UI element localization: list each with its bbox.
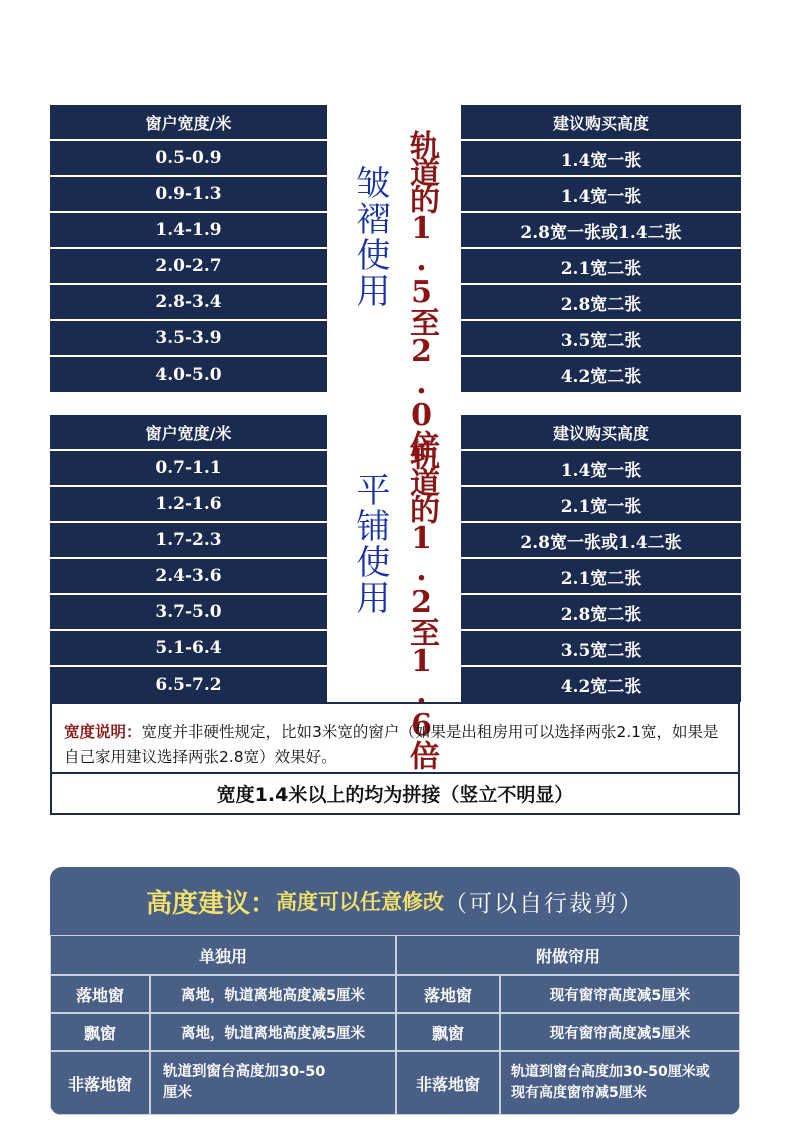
table-cell: 2.8宽一张或1.4二张 [461,523,741,557]
table-cell: 2.0-2.7 [50,249,327,283]
col-header-standalone: 单独用 [50,935,396,975]
table-cell: 1.4宽一张 [461,141,741,175]
table-cell: 2.1宽二张 [461,249,741,283]
table1-right [461,105,741,392]
table-cell: 2.4-3.6 [50,559,327,593]
row-type-right: 非落地窗 [396,1051,500,1115]
width-note-footer: 宽度1.4米以上的均为拼接（竖立不明显） [50,772,740,815]
height-title-bold: 高度建议： [145,888,276,919]
table2-side-label: 平铺使用 [350,472,390,616]
row-value-left: 轨道到窗台高度加30-50厘米 [150,1051,396,1115]
row-type-left: 非落地窗 [50,1051,150,1115]
table1-left [50,105,327,392]
table2-right [461,415,741,702]
table-cell: 3.5-3.9 [50,321,327,355]
table-cell: 1.4宽一张 [461,177,741,211]
table-cell: 4.2宽二张 [461,357,741,392]
table-cell: 3.5宽二张 [461,631,741,665]
height-panel [50,867,740,1115]
table-cell: 2.1宽一张 [461,487,741,521]
table-cell: 1.4宽一张 [461,451,741,485]
row-value-right: 轨道到窗台高度加30-50厘米或现有高度窗帘减5厘米 [500,1051,740,1115]
row-value-left: 离地，轨道离地高度减5厘米 [150,1013,396,1051]
height-title-paren: （可以自行裁剪） [444,890,644,917]
table-cell: 3.7-5.0 [50,595,327,629]
table1-right-header: 建议购买高度 [461,105,741,139]
table-cell: 2.8宽二张 [461,285,741,319]
table-cell: 2.8-3.4 [50,285,327,319]
table-cell: 1.7-2.3 [50,523,327,557]
table2-ratio-label: 轨道的1.2至1.6倍 [404,440,439,767]
height-panel-title [50,867,740,935]
table-cell: 0.7-1.1 [50,451,327,485]
row-value-right: 现有窗帘高度减5厘米 [500,1013,740,1051]
row-type-right: 落地窗 [396,975,500,1013]
col-header-with-curtain: 附做帘用 [396,935,740,975]
row-value-left: 离地，轨道离地高度减5厘米 [150,975,396,1013]
table-cell: 1.2-1.6 [50,487,327,521]
width-note-label: 宽度说明： [64,723,142,741]
table-cell: 4.0-5.0 [50,357,327,392]
table1-ratio-label: 轨道的1.5至2.0倍 [404,130,439,457]
table1-side-label: 皱褶使用 [350,165,390,309]
table-cell: 3.5宽二张 [461,321,741,355]
table-cell: 4.2宽二张 [461,667,741,702]
height-title-mid: 高度可以任意修改 [276,890,444,914]
row-type-left: 飘窗 [50,1013,150,1051]
table2-left [50,415,327,702]
table-cell: 2.8宽一张或1.4二张 [461,213,741,247]
row-type-left: 落地窗 [50,975,150,1013]
width-note-text: 宽度并非硬性规定，比如3米宽的窗户（如果是出租房用可以选择两张2.1宽，如果是自己家用建议选择两张2.8宽）效果好。 [64,723,719,766]
table2-left-header: 窗户宽度/米 [50,415,327,449]
table-cell: 1.4-1.9 [50,213,327,247]
table-cell: 2.8宽二张 [461,595,741,629]
table-cell: 2.1宽二张 [461,559,741,593]
table1-left-header: 窗户宽度/米 [50,105,327,139]
table-cell: 0.9-1.3 [50,177,327,211]
width-note [50,702,740,774]
table2-right-header: 建议购买高度 [461,415,741,449]
table-cell: 6.5-7.2 [50,667,327,702]
table-cell: 5.1-6.4 [50,631,327,665]
table-cell: 0.5-0.9 [50,141,327,175]
row-type-right: 飘窗 [396,1013,500,1051]
row-value-right: 现有窗帘高度减5厘米 [500,975,740,1013]
